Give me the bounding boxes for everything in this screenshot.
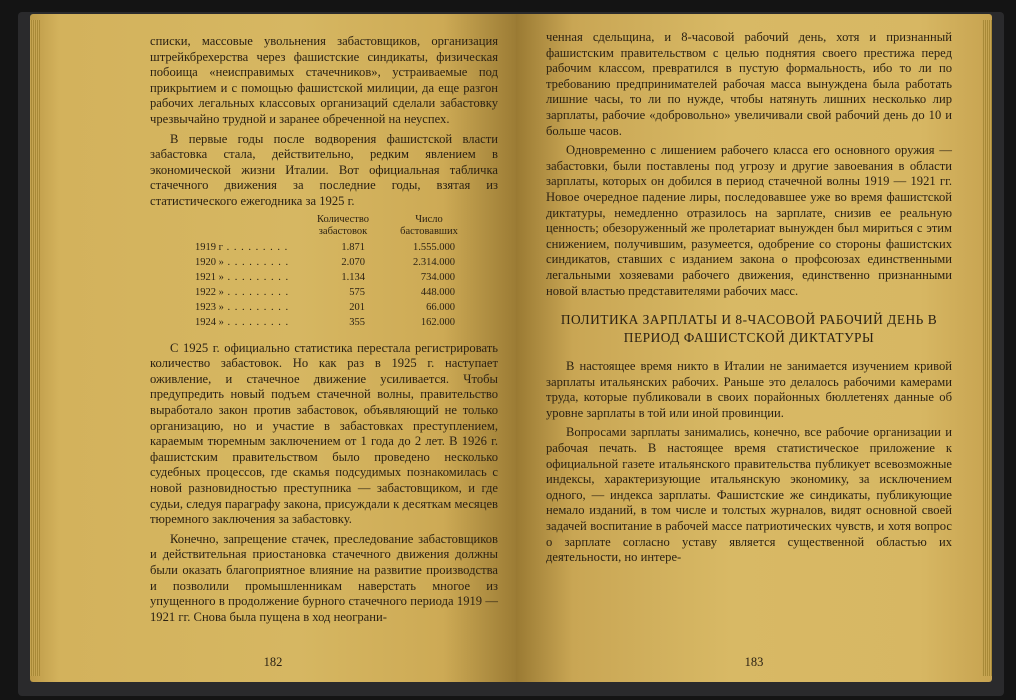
row-strikers: 162.000 <box>420 317 455 329</box>
header-strikes: Количество забастовок <box>316 213 370 237</box>
section-heading: ПОЛИТИКА ЗАРПЛАТЫ И 8-ЧАСОВОЙ РАБОЧИЙ ДЕНЬ В ПЕРИОД ФАШИСТСКОЙ ДИКТАТУРЫ <box>560 312 938 346</box>
row-strikers: 734.000 <box>420 271 455 283</box>
page-number-right: 183 <box>744 655 764 669</box>
row-year: 1924 » . . . <box>195 315 295 330</box>
row-strikes: 1.134 <box>341 271 365 283</box>
table-row <box>150 240 498 255</box>
header-strikers: Число бастовавших <box>400 213 458 237</box>
row-year: 1919 г . . . <box>195 240 295 255</box>
row-strikes: 575 <box>349 287 365 299</box>
table-row <box>150 285 498 300</box>
table-row <box>150 315 498 330</box>
row-year: 1920 » . . . <box>195 255 295 270</box>
right-paragraph-4: Вопросами зарплаты занимались, конечно, все рабочие организации и рабочая печать. В настоящее время статистическое приложение к официальной газете итальянского правительства публикует всевозможные индексы, характеризующие итальянскую экономику, за исключением одного, — индекса зарплаты. Фашистские же синдикаты, публикующие немало изданий, в том числе и толстых журналов, видят основной своей задачей воспитание в рабочей массе патриотических чувств, и хотя вопрос о зарплате согласно уставу является существенной областью их деятельности, но интере- <box>546 425 952 565</box>
right-paragraph-2: Одновременно с лишением рабочего класса его основного оружия — забастовки, были поставлены под угрозу и другие завоевания в области зарплаты, которых он добился в период стачечной волны 1919 — 1921 гг. Новое очередное падение лиры, последовавшее уже во время фашистской диктатуры, немедленно отразилось на зарплате, снизив ее реальную ценность; обезоруженный же пролетариат вынужден был мириться с этим снижением, получившим, разумеется, одобрение со стороны фашистских синдикатов, ставших с изданием закона о профсоюзах единственными легальными хозяевами рабочего движения, единственно признанными новой властью представителями рабочих масс. <box>546 143 952 298</box>
row-strikers: 448.000 <box>420 287 455 299</box>
table-row <box>150 270 498 285</box>
row-strikers: 2.314.000 <box>413 256 455 268</box>
left-page <box>30 14 516 682</box>
right-page <box>516 14 992 682</box>
row-year: 1922 » . . . <box>195 285 295 300</box>
row-strikers: 1.555.000 <box>413 241 455 253</box>
book-spread <box>30 14 992 682</box>
row-year: 1921 » . . . <box>195 270 295 285</box>
strike-statistics-table <box>150 214 498 331</box>
row-strikes: 2.070 <box>341 256 365 268</box>
row-strikes: 355 <box>349 317 365 329</box>
row-strikers: 66.000 <box>426 302 455 314</box>
table-row <box>150 255 498 270</box>
left-paragraph-4: Конечно, запрещение стачек, преследование забастовщиков и действительная приостановка стачечного движения должны были оказать благоприятное влияние на развитие производства и позволили промышленникам наверстать многое из упущенного в продолжение бурного стачечного периода 1919 — 1921 гг. Снова была пущена в ход неограни- <box>150 531 498 624</box>
left-paragraph-2: В первые годы после водворения фашистской власти забастовка стала, действительно, редким явлением в экономической жизни Италии. Вот официальная табличка стачечного движения за последние годы, взятая из статистического ежегодника за 1925 г. <box>150 131 498 208</box>
left-page-edges <box>30 20 40 676</box>
row-year: 1923 » . . . <box>195 300 295 315</box>
page-number-left: 182 <box>263 655 283 669</box>
left-paragraph-1: списки, массовые увольнения забастовщиков, организация штрейкбрехерства через фашистские синдикаты, физическая побоища «неисправимых стачечников», устраиваемые под прикрытием и с помощью фашистской милиции, да еще разгон рабочих легальных классовых организаций сделали забастовку чрезвычайно трудной и заранее обреченной на неуспех. <box>150 34 498 126</box>
row-strikes: 201 <box>349 302 365 314</box>
row-strikes: 1.871 <box>341 241 365 253</box>
right-page-edges <box>982 20 992 676</box>
right-paragraph-3: В настоящее время никто в Италии не занимается изучением кривой зарплаты итальянских рабочих. Раньше это делалось рабочими камерами труда, которые публиковали в своих порайонных бюллетенях данные об уровне зарплаты в той или иной провинции. <box>546 359 952 420</box>
table-header <box>150 214 498 240</box>
table-row <box>150 300 498 315</box>
right-paragraph-1: ченная сдельщина, и 8-часовой рабочий день, хотя и признанный фашистским правительством с целью поднятия своего престижа перед рабочим классом, превратился в пустую формальность, ибо то ли по требованию предпринимателей рабочая масса вынуждена была работать лишние часы, то ли по нужде, чтобы натянуть лишних несколько лир зарплаты, рабочие «добровольно» увеличивали свой рабочий день до 10 и больше часов. <box>546 30 952 138</box>
left-paragraph-3: С 1925 г. официально статистика перестала регистрировать количество забастовок. Но как раз в 1925 г. наступает оживление, и стачечное движение усиливается. Чтобы предупредить новый подъем стачечной волны, правительство выработало закон против забастовок, объявляющий не только организацию, но и участие в забастовках преступлением, караемым тюремным заключением от 1 года до 2 лет. В 1926 г. фашистским правительством было проведено несколько судебных процессов, где скамья подсудимых познакомилась с новой разновидностью преступника — забастовщиком, и где судьи, следуя параграфу закона, присуждали к десяткам месяцев тюремного заключения за забастовку. <box>150 340 498 527</box>
